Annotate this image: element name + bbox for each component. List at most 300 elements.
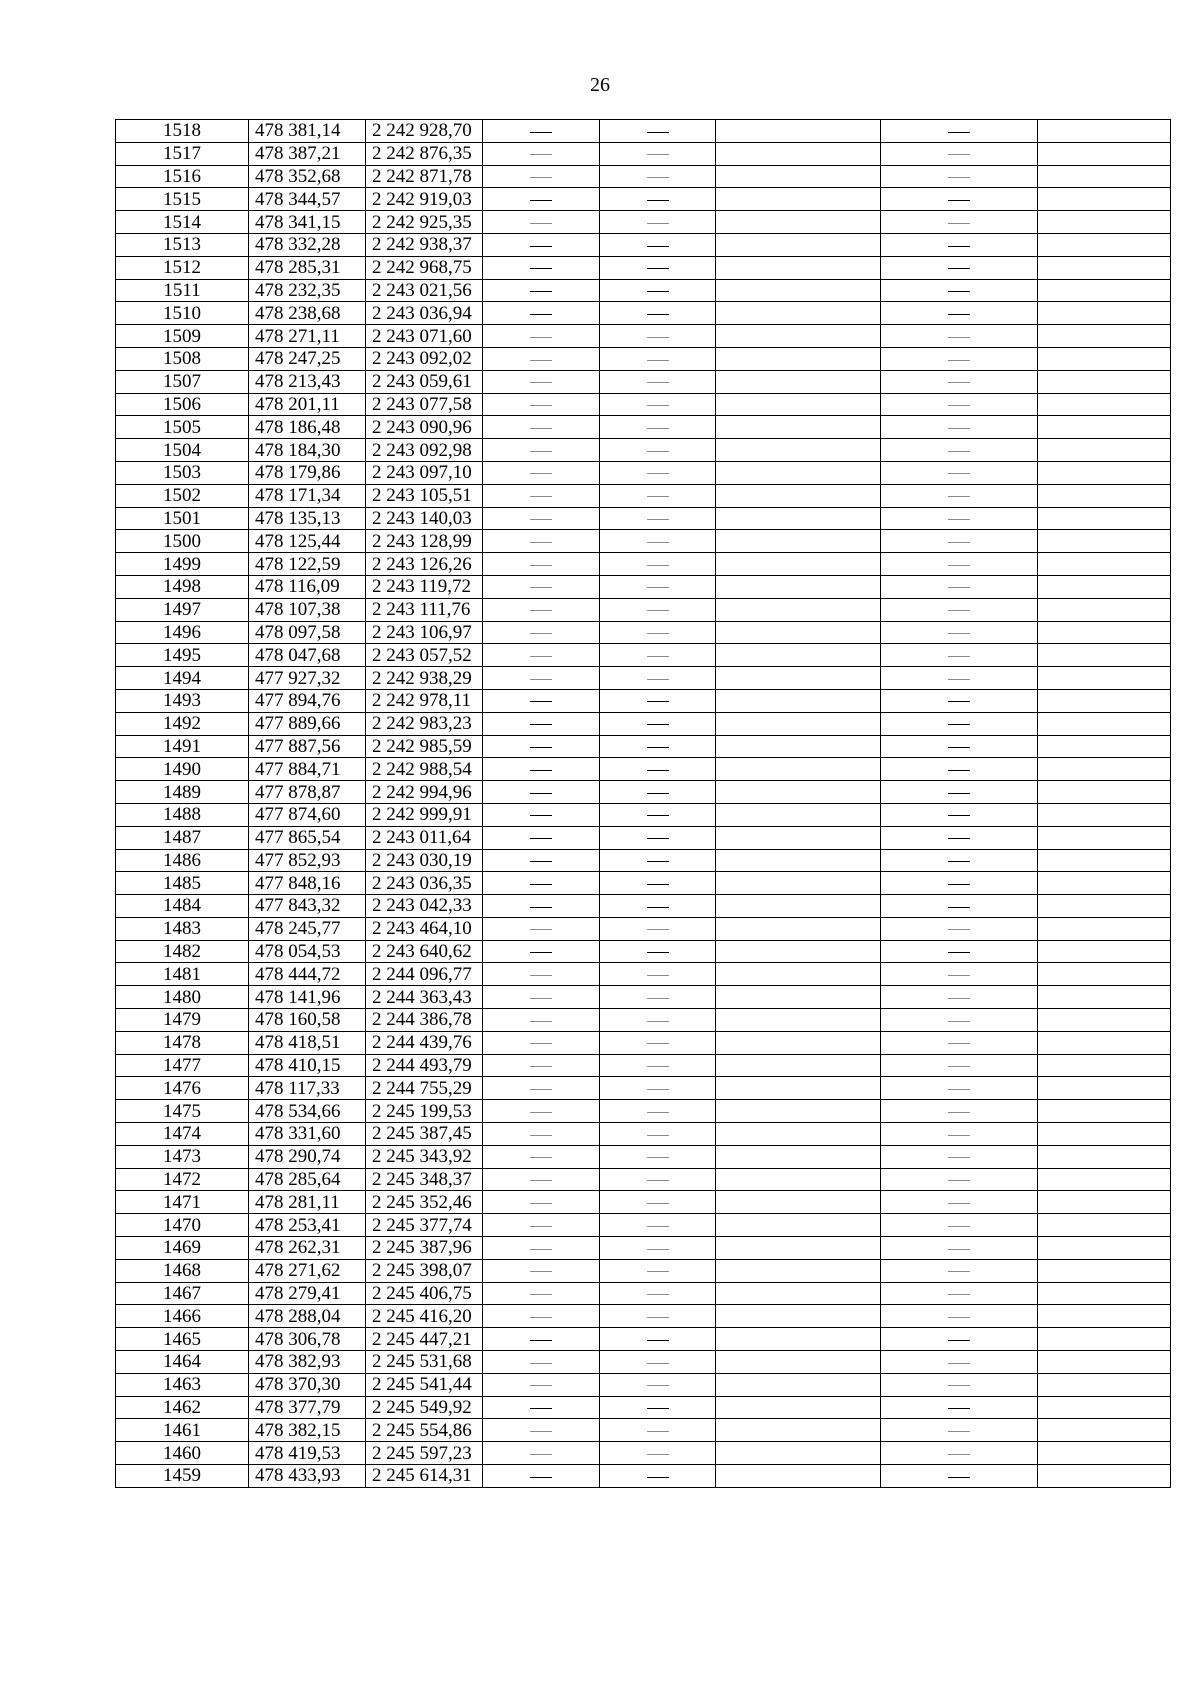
table-row (116, 940, 1171, 963)
y-coordinate: 2 243 119,72 (366, 575, 483, 598)
dash-cell (600, 1214, 716, 1237)
y-coordinate: 2 243 030,19 (366, 849, 483, 872)
point-number: 1495 (116, 644, 249, 667)
dash-mark (948, 154, 970, 155)
dash-mark (647, 907, 669, 908)
table-row (116, 484, 1171, 507)
dash-cell (881, 302, 1038, 325)
dash-mark (948, 610, 970, 611)
x-coordinate: 478 171,34 (249, 484, 366, 507)
x-coordinate: 478 117,33 (249, 1077, 366, 1100)
table-row (116, 1351, 1171, 1374)
dash-mark (530, 1043, 552, 1044)
dash-cell (600, 416, 716, 439)
dash-mark (647, 1043, 669, 1044)
table-row (116, 1419, 1171, 1442)
dash-cell (600, 1237, 716, 1260)
dash-mark (530, 1135, 552, 1136)
table-row (116, 598, 1171, 621)
empty-cell (716, 530, 881, 553)
dash-cell (881, 120, 1038, 143)
dash-cell (881, 986, 1038, 1009)
dash-mark (647, 542, 669, 543)
dash-cell (483, 872, 600, 895)
dash-cell (483, 1191, 600, 1214)
y-coordinate: 2 245 531,68 (366, 1351, 483, 1374)
point-number: 1459 (116, 1465, 249, 1488)
empty-cell (1038, 1168, 1171, 1191)
table-row (116, 461, 1171, 484)
empty-cell (716, 1077, 881, 1100)
dash-mark (948, 1157, 970, 1158)
empty-cell (716, 575, 881, 598)
point-number: 1470 (116, 1214, 249, 1237)
dash-mark (647, 200, 669, 201)
dash-cell (483, 393, 600, 416)
dash-cell (881, 872, 1038, 895)
empty-cell (716, 781, 881, 804)
dash-mark (530, 1180, 552, 1181)
dash-cell (881, 826, 1038, 849)
y-coordinate: 2 245 406,75 (366, 1282, 483, 1305)
empty-cell (1038, 279, 1171, 302)
point-number: 1476 (116, 1077, 249, 1100)
table-row (116, 575, 1171, 598)
empty-cell (1038, 735, 1171, 758)
dash-mark (530, 291, 552, 292)
dash-mark (530, 451, 552, 452)
table-row (116, 1373, 1171, 1396)
y-coordinate: 2 245 348,37 (366, 1168, 483, 1191)
dash-cell (881, 1191, 1038, 1214)
dash-mark (948, 565, 970, 566)
dash-mark (530, 701, 552, 702)
dash-cell (483, 1465, 600, 1488)
table-row (116, 165, 1171, 188)
x-coordinate: 478 370,30 (249, 1373, 366, 1396)
dash-mark (647, 770, 669, 771)
x-coordinate: 478 135,13 (249, 507, 366, 530)
point-number: 1507 (116, 370, 249, 393)
point-number: 1469 (116, 1237, 249, 1260)
table-row (116, 233, 1171, 256)
table-row (116, 1305, 1171, 1328)
dash-cell (881, 644, 1038, 667)
dash-mark (948, 314, 970, 315)
dash-mark (647, 1180, 669, 1181)
table-row (116, 1009, 1171, 1032)
dash-cell (483, 1214, 600, 1237)
y-coordinate: 2 243 036,94 (366, 302, 483, 325)
dash-mark (647, 223, 669, 224)
dash-cell (600, 1031, 716, 1054)
y-coordinate: 2 242 999,91 (366, 803, 483, 826)
dash-mark (948, 1385, 970, 1386)
empty-cell (1038, 211, 1171, 234)
x-coordinate: 478 279,41 (249, 1282, 366, 1305)
y-coordinate: 2 242 988,54 (366, 758, 483, 781)
empty-cell (1038, 712, 1171, 735)
dash-mark (647, 496, 669, 497)
dash-cell (881, 940, 1038, 963)
table-row (116, 781, 1171, 804)
point-number: 1480 (116, 986, 249, 1009)
point-number: 1462 (116, 1396, 249, 1419)
dash-cell (483, 279, 600, 302)
x-coordinate: 478 125,44 (249, 530, 366, 553)
dash-cell (600, 1123, 716, 1146)
dash-cell (600, 1100, 716, 1123)
empty-cell (1038, 1077, 1171, 1100)
dash-cell (483, 895, 600, 918)
dash-mark (647, 565, 669, 566)
x-coordinate: 478 253,41 (249, 1214, 366, 1237)
x-coordinate: 478 288,04 (249, 1305, 366, 1328)
x-coordinate: 478 213,43 (249, 370, 366, 393)
y-coordinate: 2 244 493,79 (366, 1054, 483, 1077)
table-row (116, 963, 1171, 986)
empty-cell (1038, 1305, 1171, 1328)
table-row (116, 416, 1171, 439)
y-coordinate: 2 243 011,64 (366, 826, 483, 849)
y-coordinate: 2 243 036,35 (366, 872, 483, 895)
dash-cell (483, 1145, 600, 1168)
dash-mark (948, 428, 970, 429)
empty-cell (716, 142, 881, 165)
dash-cell (600, 1305, 716, 1328)
point-number: 1510 (116, 302, 249, 325)
dash-cell (600, 461, 716, 484)
dash-cell (881, 895, 1038, 918)
dash-mark (948, 793, 970, 794)
dash-mark (647, 793, 669, 794)
dash-cell (881, 575, 1038, 598)
dash-mark (530, 861, 552, 862)
x-coordinate: 477 843,32 (249, 895, 366, 918)
dash-cell (881, 803, 1038, 826)
dash-cell (483, 689, 600, 712)
table-row (116, 621, 1171, 644)
point-number: 1505 (116, 416, 249, 439)
x-coordinate: 478 238,68 (249, 302, 366, 325)
dash-cell (881, 1305, 1038, 1328)
empty-cell (716, 689, 881, 712)
dash-cell (483, 120, 600, 143)
x-coordinate: 478 352,68 (249, 165, 366, 188)
y-coordinate: 2 243 092,02 (366, 347, 483, 370)
dash-cell (881, 439, 1038, 462)
dash-cell (881, 507, 1038, 530)
dash-mark (948, 701, 970, 702)
x-coordinate: 478 232,35 (249, 279, 366, 302)
empty-cell (1038, 598, 1171, 621)
empty-cell (716, 439, 881, 462)
dash-mark (647, 360, 669, 361)
point-number: 1513 (116, 233, 249, 256)
dash-cell (600, 1168, 716, 1191)
dash-mark (530, 952, 552, 953)
table-row (116, 1077, 1171, 1100)
dash-cell (881, 1168, 1038, 1191)
dash-mark (530, 1203, 552, 1204)
dash-mark (530, 724, 552, 725)
dash-mark (647, 428, 669, 429)
dash-cell (483, 188, 600, 211)
empty-cell (716, 1054, 881, 1077)
empty-cell (716, 1145, 881, 1168)
dash-mark (948, 519, 970, 520)
dash-cell (483, 940, 600, 963)
dash-mark (530, 473, 552, 474)
table-row (116, 826, 1171, 849)
dash-cell (881, 1145, 1038, 1168)
y-coordinate: 2 242 871,78 (366, 165, 483, 188)
x-coordinate: 478 382,15 (249, 1419, 366, 1442)
x-coordinate: 477 878,87 (249, 781, 366, 804)
empty-cell (716, 233, 881, 256)
dash-mark (948, 223, 970, 224)
point-number: 1463 (116, 1373, 249, 1396)
point-number: 1484 (116, 895, 249, 918)
point-number: 1508 (116, 347, 249, 370)
dash-mark (530, 793, 552, 794)
y-coordinate: 2 243 021,56 (366, 279, 483, 302)
empty-cell (716, 1237, 881, 1260)
x-coordinate: 478 285,64 (249, 1168, 366, 1191)
empty-cell (716, 1168, 881, 1191)
dash-cell (600, 233, 716, 256)
dash-mark (530, 177, 552, 178)
y-coordinate: 2 245 377,74 (366, 1214, 483, 1237)
dash-cell (600, 484, 716, 507)
dash-cell (600, 211, 716, 234)
empty-cell (716, 598, 881, 621)
point-number: 1503 (116, 461, 249, 484)
x-coordinate: 477 848,16 (249, 872, 366, 895)
dash-cell (881, 416, 1038, 439)
table-row (116, 986, 1171, 1009)
dash-mark (948, 838, 970, 839)
dash-mark (530, 1112, 552, 1113)
empty-cell (1038, 803, 1171, 826)
y-coordinate: 2 245 554,86 (366, 1419, 483, 1442)
dash-mark (530, 1454, 552, 1455)
dash-cell (881, 598, 1038, 621)
y-coordinate: 2 245 387,45 (366, 1123, 483, 1146)
dash-mark (647, 451, 669, 452)
dash-cell (483, 667, 600, 690)
dash-mark (647, 679, 669, 680)
table-row (116, 689, 1171, 712)
dash-mark (530, 975, 552, 976)
dash-mark (530, 223, 552, 224)
dash-cell (483, 1168, 600, 1191)
empty-cell (716, 917, 881, 940)
dash-mark (647, 1340, 669, 1341)
dash-cell (600, 393, 716, 416)
empty-cell (1038, 1214, 1171, 1237)
dash-cell (483, 986, 600, 1009)
dash-mark (530, 360, 552, 361)
empty-cell (1038, 781, 1171, 804)
dash-cell (483, 1419, 600, 1442)
dash-cell (600, 370, 716, 393)
dash-mark (948, 360, 970, 361)
empty-cell (716, 165, 881, 188)
empty-cell (716, 484, 881, 507)
dash-cell (881, 530, 1038, 553)
dash-mark (530, 154, 552, 155)
table-row (116, 256, 1171, 279)
y-coordinate: 2 244 096,77 (366, 963, 483, 986)
dash-mark (647, 1363, 669, 1364)
point-number: 1490 (116, 758, 249, 781)
dash-cell (600, 849, 716, 872)
dash-mark (948, 1066, 970, 1067)
dash-mark (948, 473, 970, 474)
dash-mark (948, 1043, 970, 1044)
dash-mark (530, 815, 552, 816)
x-coordinate: 478 271,62 (249, 1259, 366, 1282)
dash-mark (948, 952, 970, 953)
dash-mark (647, 1294, 669, 1295)
dash-cell (483, 484, 600, 507)
dash-mark (647, 132, 669, 133)
empty-cell (716, 712, 881, 735)
dash-cell (600, 940, 716, 963)
x-coordinate: 477 874,60 (249, 803, 366, 826)
dash-mark (948, 724, 970, 725)
dash-mark (647, 1249, 669, 1250)
x-coordinate: 478 160,58 (249, 1009, 366, 1032)
dash-mark (530, 1089, 552, 1090)
dash-mark (530, 907, 552, 908)
dash-cell (600, 644, 716, 667)
dash-cell (600, 553, 716, 576)
coordinates-table (115, 119, 1171, 1488)
dash-mark (647, 1408, 669, 1409)
y-coordinate: 2 245 614,31 (366, 1465, 483, 1488)
dash-cell (483, 803, 600, 826)
y-coordinate: 2 243 090,96 (366, 416, 483, 439)
dash-mark (948, 405, 970, 406)
empty-cell (1038, 507, 1171, 530)
y-coordinate: 2 242 994,96 (366, 781, 483, 804)
point-number: 1478 (116, 1031, 249, 1054)
x-coordinate: 478 184,30 (249, 439, 366, 462)
empty-cell (1038, 416, 1171, 439)
dash-mark (647, 724, 669, 725)
table-row (116, 849, 1171, 872)
x-coordinate: 478 047,68 (249, 644, 366, 667)
empty-cell (716, 347, 881, 370)
x-coordinate: 478 141,96 (249, 986, 366, 1009)
empty-cell (1038, 1009, 1171, 1032)
dash-cell (483, 1373, 600, 1396)
dash-mark (948, 1363, 970, 1364)
empty-cell (716, 1419, 881, 1442)
table-row (116, 758, 1171, 781)
point-number: 1516 (116, 165, 249, 188)
dash-mark (530, 1477, 552, 1478)
empty-cell (716, 188, 881, 211)
dash-mark (948, 1249, 970, 1250)
point-number: 1472 (116, 1168, 249, 1191)
dash-mark (530, 770, 552, 771)
table-row (116, 895, 1171, 918)
y-coordinate: 2 245 541,44 (366, 1373, 483, 1396)
dash-mark (647, 177, 669, 178)
point-number: 1465 (116, 1328, 249, 1351)
dash-mark (647, 633, 669, 634)
point-number: 1466 (116, 1305, 249, 1328)
dash-mark (647, 884, 669, 885)
dash-cell (600, 1351, 716, 1374)
table-row (116, 1442, 1171, 1465)
dash-mark (647, 952, 669, 953)
dash-mark (530, 1249, 552, 1250)
x-coordinate: 478 186,48 (249, 416, 366, 439)
x-coordinate: 478 107,38 (249, 598, 366, 621)
table-row (116, 530, 1171, 553)
dash-cell (881, 233, 1038, 256)
x-coordinate: 478 331,60 (249, 1123, 366, 1146)
dash-cell (600, 325, 716, 348)
dash-mark (948, 1477, 970, 1478)
empty-cell (716, 553, 881, 576)
y-coordinate: 2 245 352,46 (366, 1191, 483, 1214)
dash-cell (483, 302, 600, 325)
dash-mark (530, 200, 552, 201)
point-number: 1487 (116, 826, 249, 849)
empty-cell (716, 849, 881, 872)
empty-cell (716, 872, 881, 895)
empty-cell (1038, 1100, 1171, 1123)
dash-cell (600, 1419, 716, 1442)
y-coordinate: 2 243 106,97 (366, 621, 483, 644)
dash-mark (530, 1271, 552, 1272)
x-coordinate: 478 377,79 (249, 1396, 366, 1419)
empty-cell (1038, 1145, 1171, 1168)
x-coordinate: 477 865,54 (249, 826, 366, 849)
dash-cell (483, 233, 600, 256)
dash-mark (948, 1431, 970, 1432)
dash-mark (647, 1135, 669, 1136)
table-row (116, 347, 1171, 370)
point-number: 1471 (116, 1191, 249, 1214)
dash-cell (483, 575, 600, 598)
y-coordinate: 2 245 199,53 (366, 1100, 483, 1123)
empty-cell (716, 1328, 881, 1351)
dash-mark (530, 1431, 552, 1432)
table-row (116, 735, 1171, 758)
empty-cell (1038, 165, 1171, 188)
dash-mark (948, 929, 970, 930)
dash-cell (600, 781, 716, 804)
empty-cell (1038, 530, 1171, 553)
dash-mark (948, 861, 970, 862)
empty-cell (716, 963, 881, 986)
dash-cell (600, 575, 716, 598)
dash-mark (948, 382, 970, 383)
empty-cell (716, 120, 881, 143)
x-coordinate: 478 116,09 (249, 575, 366, 598)
x-coordinate: 478 444,72 (249, 963, 366, 986)
table-row (116, 1465, 1171, 1488)
dash-cell (483, 849, 600, 872)
dash-mark (948, 496, 970, 497)
y-coordinate: 2 245 416,20 (366, 1305, 483, 1328)
